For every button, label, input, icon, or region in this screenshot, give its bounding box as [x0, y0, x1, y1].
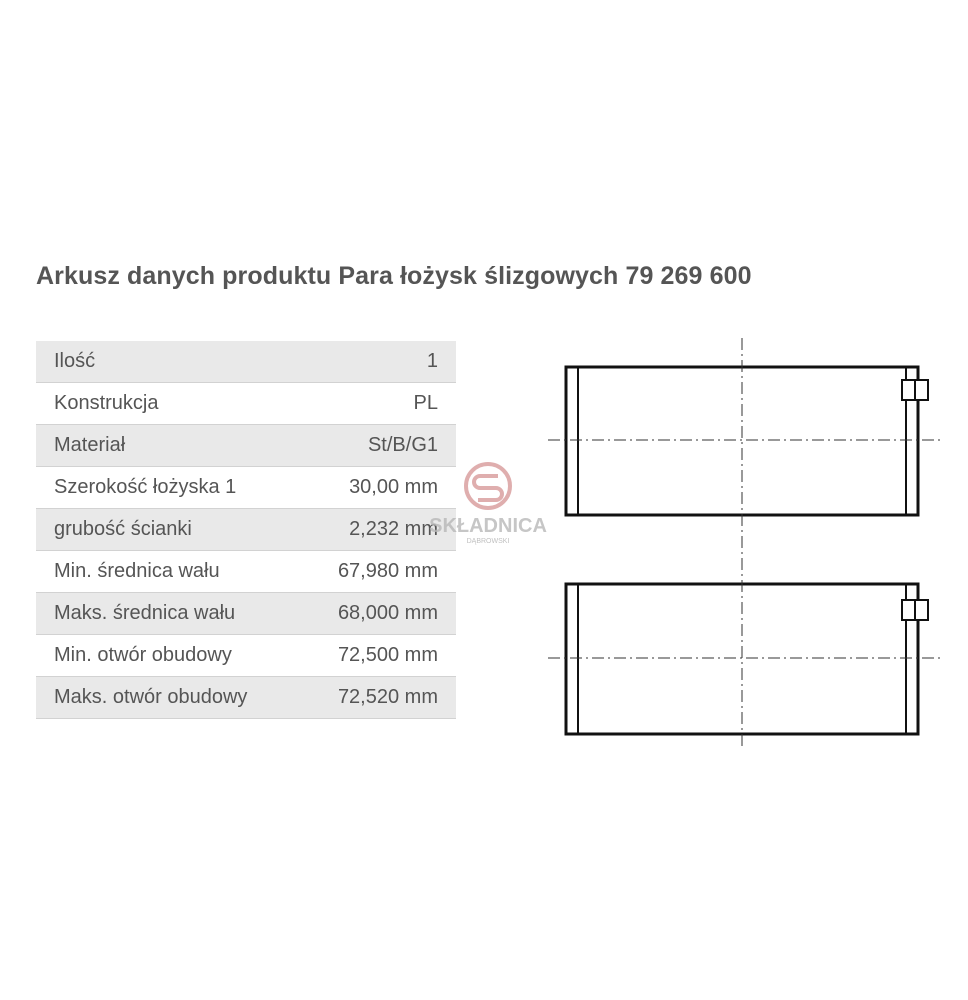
watermark-logo [418, 462, 558, 546]
row-label: Ilość [36, 341, 300, 383]
row-value: 72,520 mm [300, 677, 456, 719]
row-value: 68,000 mm [300, 593, 456, 635]
table-row [36, 635, 456, 677]
bearing-shell-upper [548, 367, 940, 515]
row-label: Materiał [36, 425, 300, 467]
table-row [36, 425, 456, 467]
bearing-drawing [548, 338, 948, 754]
watermark-sub: DĄBROWSKI [466, 538, 510, 545]
row-value: 30,00 mm [300, 467, 456, 509]
table-row [36, 341, 456, 383]
row-label: Szerokość łożyska 1 [36, 467, 300, 509]
watermark-name: SKŁADNICA [429, 515, 547, 537]
row-label: Maks. średnica wału [36, 593, 300, 635]
row-label: Konstrukcja [36, 383, 300, 425]
row-value: PL [300, 383, 456, 425]
row-label: Maks. otwór obudowy [36, 677, 300, 719]
row-label: Min. otwór obudowy [36, 635, 300, 677]
spec-table [36, 341, 456, 719]
table-row [36, 551, 456, 593]
row-label: grubość ścianki [36, 509, 300, 551]
bearing-shell-lower [548, 584, 940, 734]
row-value: St/B/G1 [300, 425, 456, 467]
row-label: Min. średnica wału [36, 551, 300, 593]
table-row [36, 677, 456, 719]
table-row [36, 383, 456, 425]
table-row [36, 509, 456, 551]
row-value: 2,232 mm [300, 509, 456, 551]
row-value: 67,980 mm [300, 551, 456, 593]
row-value: 72,500 mm [300, 635, 456, 677]
row-value: 1 [300, 341, 456, 383]
table-row [36, 467, 456, 509]
page-title: Arkusz danych produktu Para łożysk ślizgowych 79 269 600 [36, 262, 752, 290]
table-row [36, 593, 456, 635]
